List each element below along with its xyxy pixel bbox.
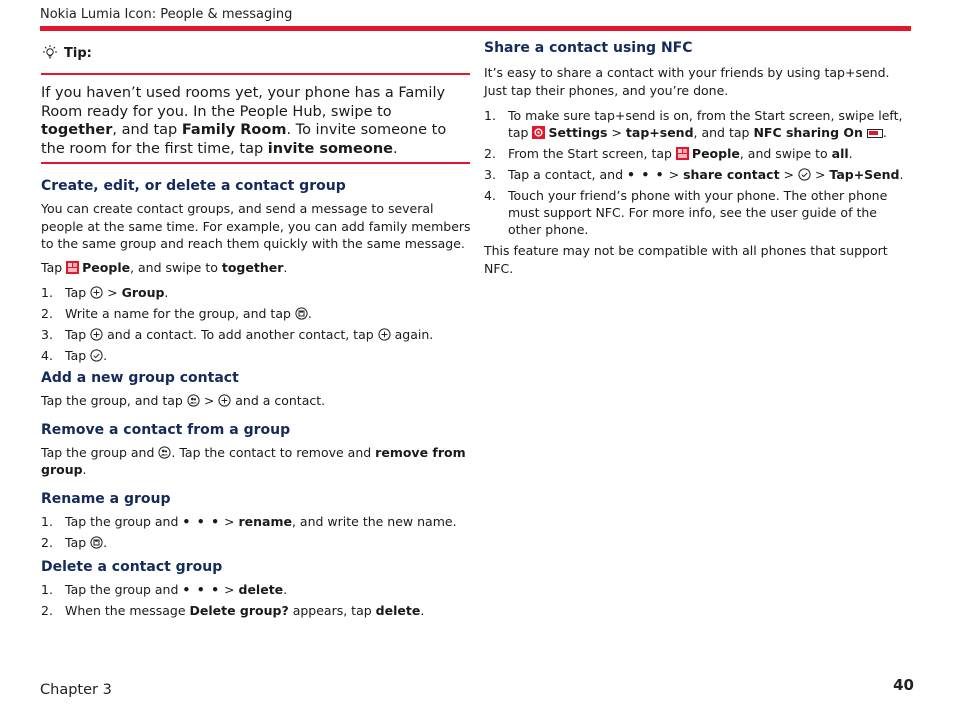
- check-circle-icon: [798, 168, 811, 181]
- add-circle-icon: [90, 286, 103, 299]
- remove-contact-text: Tap the group and . Tap the contact to remove and remove from group.: [41, 444, 466, 477]
- list-item: 2. From the Start screen, tap People, and swipe to all.: [484, 146, 853, 161]
- tip-label: Tip:: [64, 45, 92, 61]
- left-column: [41, 40, 471, 623]
- add-circle-icon: [90, 328, 103, 341]
- list-item: 4. Tap .: [41, 348, 108, 363]
- toggle-icon: [867, 129, 883, 138]
- people-group-icon: [187, 394, 200, 407]
- nfc-note: This feature may not be compatible with all phones that support NFC.: [484, 243, 888, 276]
- list-item: 1. Tap the group and • • • > rename, and write the new name.: [41, 513, 457, 529]
- add-contact-text: Tap the group, and tap > and a contact.: [41, 393, 326, 408]
- add-contact-heading: Add a new group contact: [41, 370, 239, 386]
- tip-top-rule: [41, 73, 470, 75]
- together-term: together: [41, 122, 113, 138]
- list-item: 2. When the message Delete group? appears, tap delete.: [41, 602, 425, 618]
- nfc-heading: Share a contact using NFC: [484, 40, 693, 56]
- remove-contact-heading: Remove a contact from a group: [41, 421, 291, 438]
- tip-bottom-rule: [41, 162, 470, 164]
- list-item: 1. Tap > Group.: [41, 285, 169, 300]
- page-number: 40: [893, 676, 914, 694]
- check-circle-icon: [90, 349, 103, 362]
- list-item: 1. To make sure tap+send is on, from the Start screen, swipe left, tap Settings > tap+send, and tap NFC sharing On .: [484, 108, 903, 140]
- people-tile-icon: [66, 261, 79, 274]
- more-dots-icon: • • •: [182, 513, 221, 529]
- invite-someone-term: invite someone: [267, 140, 393, 157]
- family-room-term: Family Room: [181, 122, 287, 138]
- save-icon: [295, 307, 308, 320]
- list-item: 4. Touch your friend’s phone with your phone. The other phone must support NFC. For more info, see the user guide of the other phone.: [484, 188, 888, 237]
- list-item: 3. Tap and a contact. To add another contact, tap again.: [41, 327, 434, 342]
- people-group-icon: [158, 446, 171, 459]
- list-item: 2. Write a name for the group, and tap .: [41, 306, 312, 321]
- more-dots-icon: • • •: [626, 167, 665, 182]
- create-group-tap-people: Tap People, and swipe to together.: [41, 259, 288, 275]
- create-group-steps: [41, 284, 471, 364]
- settings-tile-icon: [532, 126, 545, 139]
- add-circle-icon: [378, 328, 391, 341]
- tip-heading: [41, 40, 471, 66]
- list-item: 1. Tap the group and • • • > delete.: [41, 581, 288, 597]
- nfc-intro: It’s easy to share a contact with your friends by using tap+send. Just tap their phones, and you’re done.: [484, 65, 890, 98]
- save-icon: [90, 536, 103, 549]
- create-group-intro: You can create contact groups, and send a message to several people at the same time. For example, you can add family members to the same group and reach them quickly with the same message.: [41, 201, 471, 251]
- more-dots-icon: • • •: [182, 581, 221, 597]
- right-column: [484, 36, 910, 277]
- add-circle-icon: [218, 394, 231, 407]
- tip-body: If you haven’t used rooms yet, your phone has a Family Room ready for you. In the People Hub, swipe to together, and tap Family Room. To invite someone to the room for the first time, tap invite someone.: [41, 85, 447, 157]
- nfc-steps: [484, 107, 910, 238]
- rename-group-heading: Rename a group: [41, 490, 171, 507]
- lightbulb-icon: [41, 44, 59, 62]
- list-item: 2. Tap .: [41, 534, 108, 550]
- delete-group-heading: Delete a contact group: [41, 558, 223, 575]
- delete-group-steps: [41, 581, 471, 619]
- list-item: 3. Tap a contact, and • • • > share contact > > Tap+Send.: [484, 167, 904, 182]
- header-rule: [40, 26, 911, 31]
- footer-chapter: Chapter 3: [40, 682, 112, 698]
- header-title: Nokia Lumia Icon: People & messaging: [40, 7, 293, 22]
- create-group-heading: Create, edit, or delete a contact group: [41, 178, 346, 194]
- rename-group-steps: [41, 513, 471, 551]
- people-tile-icon: [676, 147, 689, 160]
